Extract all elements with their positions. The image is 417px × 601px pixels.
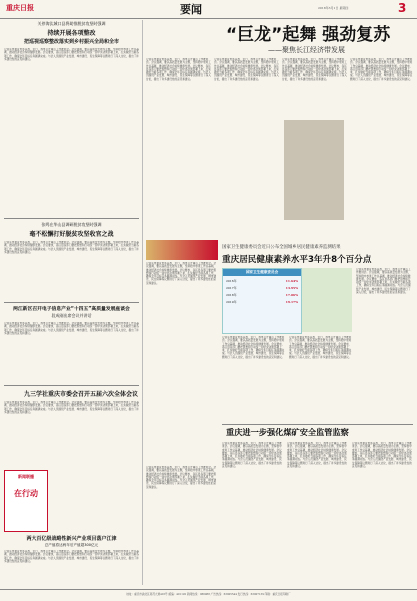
- page-number: 3: [398, 1, 407, 15]
- story3-title: 两江新区召开电子信息产业“十四五”高质量发展座谈会: [13, 307, 130, 312]
- lead-story: [4, 21, 139, 194]
- stats-body-1: 记者从市委宣传部获悉，近日，我市召开重点工作推进会。会议强调，要以高质量发展为主题，坚持稳中求进工作总基调，推动经济社会持续健康发展。会议要求，各区县各部门要把思想和行动统一到中央决策部署上来，扎实做好当前各项工作，确保全年目标任务圆满完成。与会人员围绕产业发展、城市建设、民生保障等议题进行了深入讨论，提出了许多建设性的意见和建议。: [222, 336, 285, 359]
- main-col-2: 记者从市委宣传部获悉，近日，我市召开重点工作推进会。会议强调，要以高质量发展为主题，坚持稳中求进工作总基调，推动经济社会持续健康发展。会议要求，各区县各部门要把思想和行动统一到中央决策部署上来，扎实做好当前各项工作，确保全年目标任务圆满完成。与会人员围绕产业发展、城市建设、民生保障等议题进行了深入讨论，提出了许多建设性的意见和建议。: [214, 58, 279, 81]
- infographic-header: 国家卫生健康委员会: [223, 269, 301, 276]
- mid-col-a: 记者从市委宣传部获悉，近日，我市召开重点工作推进会。会议强调，要以高质量发展为主题，坚持稳中求进工作总基调，推动经济社会持续健康发展。会议要求，各区县各部门要把思想和行动统一到中央决策部署上来，扎实做好当前各项工作，确保全年目标任务圆满完成。与会人员围绕产业发展、城市建设、民生保障等议题进行了深入讨论，提出了许多建设性的意见和建议。: [146, 262, 217, 285]
- story4-title: 九三学社重庆市委会召开五届六次全体会议: [24, 391, 139, 398]
- main-photo: [284, 120, 344, 220]
- lead-title: 持续开展各项整改: [47, 30, 96, 37]
- infographic-year-2: 2017年: [226, 286, 237, 290]
- story2-body: 记者从市委宣传部获悉，近日，我市召开重点工作推进会。会议强调，要以高质量发展为主题，坚持稳中求进工作总基调，推动经济社会持续健康发展。会议要求，各区县各部门要把思想和行动统一到中央决策部署上来，扎实做好当前各项工作，确保全年目标任务圆满完成。与会人员围绕产业发展、城市建设、民生保障等议题进行了深入讨论，提出了许多建设性的意见和建议。: [4, 241, 139, 254]
- coal-col-2: 记者从市委宣传部获悉，近日，我市召开重点工作推进会。会议强调，要以高质量发展为主题，坚持稳中求进工作总基调，推动经济社会持续健康发展。会议要求，各区县各部门要把思想和行动统一到中央决策部署上来，扎实做好当前各项工作，确保全年目标任务圆满完成。与会人员围绕产业发展、城市建设、民生保障等议题进行了深入讨论，提出了许多建设性的意见和建议。: [287, 442, 347, 469]
- story3-sub: 段成刚出席会议并讲话: [51, 313, 92, 318]
- section-title: 要闻: [180, 3, 202, 16]
- infographic-value-3: 17.06%: [285, 293, 298, 297]
- main-headline-text: “巨龙”起舞 强劲复苏: [226, 25, 391, 45]
- infographic-year-1: 2016年: [226, 279, 237, 283]
- lead-kicker: 关停淘汰城口县将助推脱贫攻坚时强调: [37, 21, 106, 26]
- story3-body: 记者从市委宣传部获悉，近日，我市召开重点工作推进会。会议强调，要以高质量发展为主题，坚持稳中求进工作总基调，推动经济社会持续健康发展。会议要求，各区县各部门要把思想和行动统一到中央决策部署上来，扎实做好当前各项工作，确保全年目标任务圆满完成。与会人员围绕产业发展、城市建设、民生保障等议题进行了深入讨论，提出了许多建设性的意见和建议。: [4, 322, 139, 335]
- main-col-3: 记者从市委宣传部获悉，近日，我市召开重点工作推进会。会议强调，要以高质量发展为主题，坚持稳中求进工作总基调，推动经济社会持续健康发展。会议要求，各区县各部门要把思想和行动统一到中央决策部署上来，扎实做好当前各项工作，确保全年目标任务圆满完成。与会人员围绕产业发展、城市建设、民生保障等议题进行了深入讨论，提出了许多建设性的意见和建议。: [282, 58, 347, 81]
- feature-title: 两大百亿级战略性新兴产业项目落户江津: [26, 536, 117, 542]
- infographic-value-1: 11.64%: [285, 279, 298, 283]
- infographic-row: [223, 290, 301, 297]
- infographic-row: [223, 276, 301, 283]
- lead-title-2: 把巡视巡察整改落实到乡村振兴全局和全市: [23, 39, 119, 45]
- issue-date: 2018年3月1日 星期四: [318, 6, 349, 10]
- lead-body: 记者从市委宣传部获悉，近日，我市召开重点工作推进会。会议强调，要以高质量发展为主题，坚持稳中求进工作总基调，推动经济社会持续健康发展。会议要求，各区县各部门要把思想和行动统一到中央决策部署上来，扎实做好当前各项工作，确保全年目标任务圆满完成。与会人员围绕产业发展、城市建设、民生保障等议题进行了深入讨论，提出了许多建设性的意见和建议。: [4, 48, 139, 61]
- coal-title: 重庆进一步强化煤矿安全监管监察: [226, 427, 349, 437]
- main-col-1: 记者从市委宣传部获悉，近日，我市召开重点工作推进会。会议强调，要以高质量发展为主题，坚持稳中求进工作总基调，推动经济社会持续健康发展。会议要求，各区县各部门要把思想和行动统一到中央决策部署上来，扎实做好当前各项工作，确保全年目标任务圆满完成。与会人员围绕产业发展、城市建设、民生保障等议题进行了深入讨论，提出了许多建设性的意见和建议。: [146, 58, 211, 81]
- coal-col-1: 记者从市委宣传部获悉，近日，我市召开重点工作推进会。会议强调，要以高质量发展为主题，坚持稳中求进工作总基调，推动经济社会持续健康发展。会议要求，各区县各部门要把思想和行动统一到中央决策部署上来，扎实做好当前各项工作，确保全年目标任务圆满完成。与会人员围绕产业发展、城市建设、民生保障等议题进行了深入讨论，提出了许多建设性的意见和建议。: [222, 442, 282, 469]
- main-col-4: 记者从市委宣传部获悉，近日，我市召开重点工作推进会。会议强调，要以高质量发展为主题，坚持稳中求进工作总基调，推动经济社会持续健康发展。会议要求，各区县各部门要把思想和行动统一到中央决策部署上来，扎实做好当前各项工作，确保全年目标任务圆满完成。与会人员围绕产业发展、城市建设、民生保障等议题进行了深入讨论，提出了许多建设性的意见和建议。: [350, 58, 413, 81]
- story4-body: 记者从市委宣传部获悉，近日，我市召开重点工作推进会。会议强调，要以高质量发展为主题，坚持稳中求进工作总基调，推动经济社会持续健康发展。会议要求，各区县各部门要把思想和行动统一到中央决策部署上来，扎实做好当前各项工作，确保全年目标任务圆满完成。与会人员围绕产业发展、城市建设、民生保障等议题进行了深入讨论，提出了许多建设性的意见和建议。: [4, 401, 139, 414]
- infographic: [222, 268, 302, 334]
- story-3: [4, 305, 139, 382]
- masthead: [0, 0, 417, 19]
- infographic-art: [302, 268, 352, 332]
- online-box-label: 新闻联播: [18, 474, 34, 479]
- coal-col-3: 记者从市委宣传部获悉，近日，我市召开重点工作推进会。会议强调，要以高质量发展为主题，坚持稳中求进工作总基调，推动经济社会持续健康发展。会议要求，各区县各部门要把思想和行动统一到中央决策部署上来，扎实做好当前各项工作，确保全年目标任务圆满完成。与会人员围绕产业发展、城市建设、民生保障等议题进行了深入讨论，提出了许多建设性的意见和建议。: [352, 442, 412, 469]
- mid-col-b: 记者从市委宣传部获悉，近日，我市召开重点工作推进会。会议强调，要以高质量发展为主题，坚持稳中求进工作总基调，推动经济社会持续健康发展。会议要求，各区县各部门要把思想和行动统一到中央决策部署上来，扎实做好当前各项工作，确保全年目标任务圆满完成。与会人员围绕产业发展、城市建设、民生保障等议题进行了深入讨论，提出了许多建设性的意见和建议。: [146, 466, 217, 489]
- feature-sub: 总产值将达两年后产值超300亿元: [44, 543, 99, 547]
- infographic-row: [223, 297, 301, 304]
- online-brand: 在行动: [14, 488, 38, 498]
- footer: 地址：重庆市渝北区同茂大道416号 邮编：401120 新闻热线：966988 广告热线：63905544 发行热线：63907139 印刷：重庆日报印刷厂: [0, 589, 417, 601]
- stats-body-2: 记者从市委宣传部获悉，近日，我市召开重点工作推进会。会议强调，要以高质量发展为主题，坚持稳中求进工作总基调，推动经济社会持续健康发展。会议要求，各区县各部门要把思想和行动统一到中央决策部署上来，扎实做好当前各项工作，确保全年目标任务圆满完成。与会人员围绕产业发展、城市建设、民生保障等议题进行了深入讨论，提出了许多建设性的意见和建议。: [289, 336, 352, 359]
- feature-story: [4, 535, 139, 590]
- feature-body: 记者从市委宣传部获悉，近日，我市召开重点工作推进会。会议强调，要以高质量发展为主题，坚持稳中求进工作总基调，推动经济社会持续健康发展。会议要求，各区县各部门要把思想和行动统一到中央决策部署上来，扎实做好当前各项工作，确保全年目标任务圆满完成。与会人员围绕产业发展、城市建设、民生保障等议题进行了深入讨论，提出了许多建设性的意见和建议。: [4, 550, 139, 563]
- story2-kicker: 张鸣在华山县调研脱贫攻坚时强调: [41, 222, 102, 227]
- paper-logo: 重庆日报: [6, 3, 34, 12]
- infographic-row: [223, 283, 301, 290]
- story2-title: 毫不松懈打好脱贫攻坚收官之战: [29, 231, 114, 238]
- main-subheadline: ——聚焦长江经济带发展: [268, 46, 345, 54]
- stats-title: 重庆居民健康素养水平3年升8个百分点: [222, 255, 372, 265]
- infographic-year-3: 2018年: [226, 293, 237, 297]
- stats-col-right: 记者从市委宣传部获悉，近日，我市召开重点工作推进会。会议强调，要以高质量发展为主题，坚持稳中求进工作总基调，推动经济社会持续健康发展。会议要求，各区县各部门要把思想和行动统一到中央决策部署上来，扎实做好当前各项工作，确保全年目标任务圆满完成。与会人员围绕产业发展、城市建设、民生保障等议题进行了深入讨论，提出了许多建设性的意见和建议。: [356, 268, 411, 295]
- infographic-year-4: 2019年: [226, 300, 237, 304]
- story-2: [4, 222, 139, 305]
- banner-strip: [146, 240, 218, 260]
- stats-kicker: 国家卫生健康委员会近日公布全国城乡居民健康素养监测结果: [222, 245, 341, 250]
- news-online-box: [4, 470, 48, 532]
- infographic-value-4: 19.17%: [285, 300, 298, 304]
- infographic-value-2: 13.95%: [285, 286, 298, 290]
